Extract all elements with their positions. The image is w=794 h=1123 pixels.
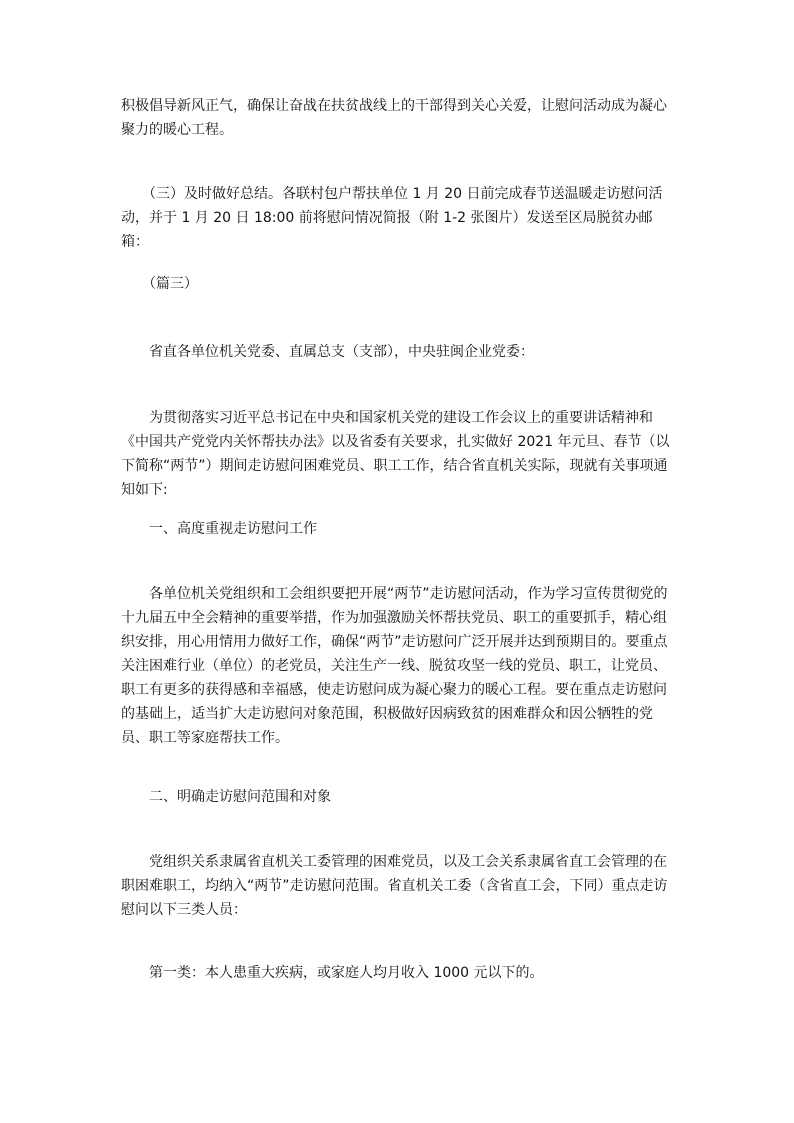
heading-one: 一、高度重视走访慰问工作	[121, 521, 317, 537]
paragraph-purpose: 为贯彻落实习近平总书记在中央和国家机关党的建设工作会议上的重要讲话精神和《中国共产党党内关怀帮扶办法》以及省委有关要求，扎实做好 2021 年元旦、春节（以下简称“两节”）期间走访慰问困难党员、职工工作，结合省直机关实际，现就有关事项通知如下:	[121, 410, 670, 498]
salutation: 省直各单位机关党委、直属总支（支部），中央驻闽企业党委：	[121, 344, 534, 360]
paragraph-category-one: 第一类：本人患重大疾病，或家庭人均月收入 1000 元以下的。	[121, 965, 544, 981]
section-heading-part-three: （篇三）	[121, 276, 198, 292]
paragraph-intro: 积极倡导新风正气，确保让奋战在扶贫战线上的干部得到关心关爱，让慰问活动成为凝心聚力的暖心工程。	[121, 98, 667, 138]
paragraph-section-one: 各单位机关党组织和工会组织要把开展“两节”走访慰问活动，作为学习宣传贯彻党的十九届五中全会精神的重要举措，作为加强激励关怀帮扶党员、职工的重要抓手，精心组织安排，用心用情用力做好工作，确保“两节”走访慰问广泛开展并达到预期目的。要重点关注困难行业（单位）的老党员，关注生产一线、脱贫攻坚一线的党员、职工，让党员、职工有更多的获得感和幸福感，使走访慰问成为凝心聚力的暖心工程。要在重点走访慰问的基础上，适当扩大走访慰问对象范围，积极做好因病致贫的困难群众和因公牺牲的党员、职工等家庭帮扶工作。	[121, 586, 668, 746]
paragraph-section-two: 党组织关系隶属省直机关工委管理的困难党员，以及工会关系隶属省直工会管理的在职困难职工，均纳入“两节”走访慰问范围。省直机关工委（含省直工会，下同）重点走访慰问以下三类人员：	[121, 854, 668, 918]
paragraph-summary: （三）及时做好总结。各联村包户帮扶单位 1 月 20 日前完成春节送温暖走访慰问活动，并于 1 月 20 日 18:00 前将慰问情况简报（附 1-2 张图片）发送至区局脱贫办邮箱：	[121, 186, 663, 250]
heading-two: 二、明确走访慰问范围和对象	[121, 789, 331, 805]
